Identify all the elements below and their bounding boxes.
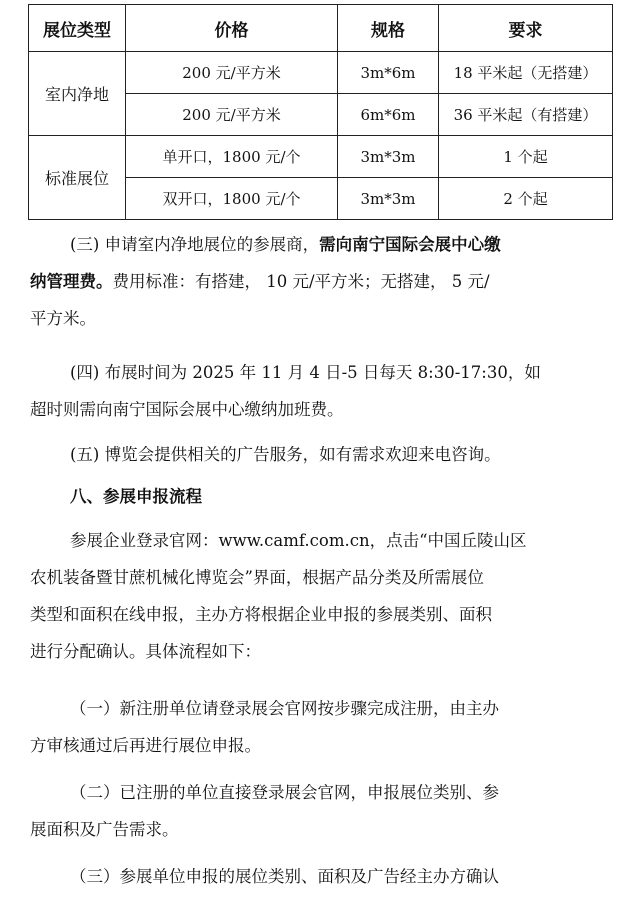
paragraph-advertising [30, 436, 608, 473]
text-line: 展面积及广告需求。 [30, 820, 179, 839]
section-heading: 八、参展申报流程 [70, 487, 202, 506]
text-line: 方审核通过后再进行展位申报。 [30, 736, 261, 755]
text-line: 类型和面积在线申报，主办方将根据企业申报的参展类别、面积 [30, 605, 492, 624]
paragraph-step-2 [30, 774, 608, 848]
price-cell: 200 元/平方米 [126, 52, 338, 94]
paragraph-registration-intro [30, 522, 608, 670]
text-line: （三）参展单位申报的展位类别、面积及广告经主办方确认 [70, 867, 499, 886]
text-line: 超时则需向南宁国际会展中心缴纳加班费。 [30, 400, 344, 419]
text-line: （一）新注册单位请登录展会官网按步骤完成注册，由主办 [70, 699, 499, 718]
text-line: 农机装备暨甘蔗机械化博览会”界面，根据产品分类及所需展位 [30, 568, 484, 587]
paragraph-step-1 [30, 690, 608, 764]
text-line: 费用标准：有搭建， 10 元/平方米；无搭建， 5 元/ [112, 272, 490, 291]
paragraph-management-fee [30, 226, 608, 337]
header-price: 价格 [126, 5, 338, 52]
table-row [29, 136, 613, 178]
table-row [29, 52, 613, 94]
text-line: (五) 博览会提供相关的广告服务，如有需求欢迎来电咨询。 [70, 445, 501, 464]
size-cell: 3m*3m [338, 178, 439, 220]
requirement-cell: 18 平米起（无搭建） [439, 52, 613, 94]
size-cell: 3m*3m [338, 136, 439, 178]
booth-price-table [28, 4, 613, 220]
price-cell: 双开口，1800 元/个 [126, 178, 338, 220]
header-size: 规格 [338, 5, 439, 52]
requirement-cell: 2 个起 [439, 178, 613, 220]
header-booth-type: 展位类型 [29, 5, 126, 52]
text-line: (三) 申请室内净地展位的参展商， [70, 235, 320, 254]
booth-type-cell: 标准展位 [29, 136, 126, 220]
price-cell: 单开口，1800 元/个 [126, 136, 338, 178]
paragraph-setup-time [30, 354, 608, 428]
size-cell: 6m*6m [338, 94, 439, 136]
table-header-row [29, 5, 613, 52]
size-cell: 3m*6m [338, 52, 439, 94]
price-cell: 200 元/平方米 [126, 94, 338, 136]
text-line: 参展企业登录官网：www.camf.com.cn，点击“中国丘陵山区 [70, 531, 527, 550]
text-line: （二）已注册的单位直接登录展会官网，申报展位类别、参 [70, 783, 499, 802]
paragraph-step-3 [30, 858, 608, 895]
text-line: 平方米。 [30, 309, 96, 328]
bold-text: 需向南宁国际会展中心缴 [319, 235, 501, 254]
text-line: (四) 布展时间为 2025 年 11 月 4 日-5 日每天 8:30-17:30，如 [70, 363, 541, 382]
requirement-cell: 1 个起 [439, 136, 613, 178]
header-requirement: 要求 [439, 5, 613, 52]
booth-type-cell: 室内净地 [29, 52, 126, 136]
requirement-cell: 36 平米起（有搭建） [439, 94, 613, 136]
text-line: 进行分配确认。具体流程如下： [30, 642, 261, 661]
bold-text: 纳管理费。 [30, 272, 113, 291]
